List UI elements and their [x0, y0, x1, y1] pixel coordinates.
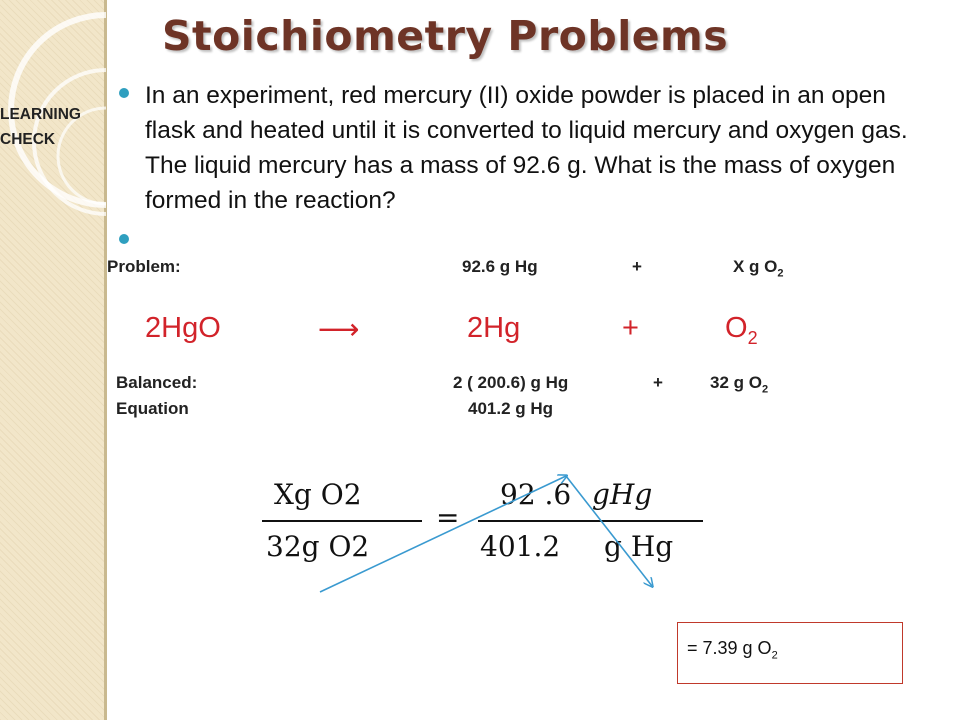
- reaction-arrow: ⟶: [318, 312, 360, 346]
- problem-o2-text: X g O: [733, 257, 778, 276]
- equation-plus: +: [622, 312, 639, 344]
- equation-reactant: 2HgO: [145, 312, 221, 344]
- problem-o2-subscript: 2: [777, 267, 784, 280]
- problem-hg: 92.6 g Hg: [462, 257, 538, 276]
- left-numerator: Xg O2: [274, 478, 362, 511]
- right-numerator-unit-text: gHg: [592, 478, 653, 511]
- arrow-down: [566, 476, 652, 586]
- answer-subscript: 2: [771, 649, 778, 662]
- equation-o2-subscript: 2: [747, 327, 758, 348]
- left-denominator: 32g O2: [266, 530, 370, 563]
- learning-check-line-2: CHECK: [0, 131, 56, 148]
- right-numerator-value: 92 .6: [500, 478, 572, 511]
- balanced-label: Balanced:: [116, 373, 198, 392]
- balanced-o2-subscript: 2: [761, 383, 769, 396]
- answer-box: [677, 622, 903, 684]
- answer-value: = 7.39 g O: [687, 638, 772, 658]
- learning-check-line-1: LEARNING: [0, 106, 81, 123]
- question-text: In an experiment, red mercury (II) oxide powder is placed in an open flask and heated until it is converted to liquid mercury and oxygen gas. The liquid mercury has a mass of 92.6 g. What is the mass of oxygen formed in the reaction?: [145, 82, 908, 214]
- equation-o2-text: O: [725, 312, 748, 344]
- balanced-plus: +: [653, 373, 663, 392]
- balanced-hg-total: 401.2 g Hg: [468, 399, 554, 418]
- problem-plus: +: [632, 257, 642, 276]
- right-denominator-value: 401.2: [480, 530, 561, 563]
- equation-product-hg: 2Hg: [467, 312, 521, 344]
- arrow-up: [320, 476, 566, 592]
- problem-label: Problem:: [107, 257, 181, 276]
- balanced-hg-mass: 2 ( 200.6) g Hg: [453, 373, 569, 392]
- slide-title: Stoichiometry Problems: [162, 12, 729, 60]
- answer-text: [687, 638, 778, 662]
- right-denominator-unit: g Hg: [604, 530, 674, 563]
- equation-label: Equation: [116, 399, 189, 418]
- equals-sign: =: [436, 501, 460, 534]
- balanced-o2-text: 32 g O: [710, 373, 762, 392]
